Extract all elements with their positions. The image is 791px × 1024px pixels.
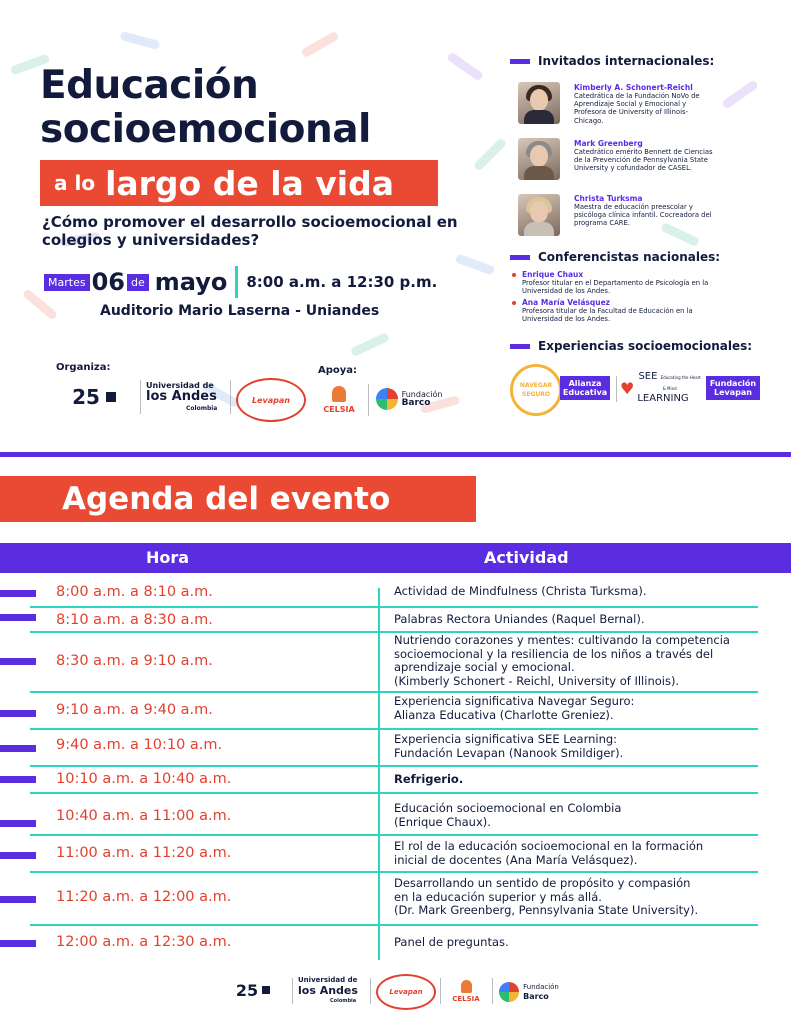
- agenda-time: 9:10 a.m. a 9:40 a.m.: [56, 702, 213, 718]
- agenda-activity: Experiencia significativa Navegar Seguro: Alianza Educativa (Charlotte Greniez).: [394, 694, 635, 722]
- row-marker: [0, 745, 36, 752]
- row-marker: [0, 852, 36, 859]
- agenda-activity: Nutriendo corazones y mentes: cultivando la competencia socioemocional y la resiliencia de los niños a través del aprendizaje social y emocional. (Kimberly Schonert - Reichl, University of Illinois).: [394, 633, 730, 688]
- experiences-heading: Experiencias socioemocionales:: [510, 339, 752, 353]
- column-header-actividad: Actividad: [484, 548, 569, 567]
- photo-kimberly: [518, 82, 560, 124]
- agenda-time: 8:10 a.m. a 8:30 a.m.: [56, 612, 213, 628]
- weekday-badge: Martes: [44, 274, 90, 291]
- guest-description: Catedrático emérito Bennett de Ciencias de la Prevención de Pennsylvania State University y cofundador de CASEL.: [574, 148, 713, 173]
- row-divider: [30, 792, 758, 794]
- agenda-time: 8:00 a.m. a 8:10 a.m.: [56, 584, 213, 600]
- footer-logo-uniandes: Universidad de los Andes Colombia: [298, 976, 358, 1004]
- agenda-time: 8:30 a.m. a 9:10 a.m.: [56, 653, 213, 669]
- international-heading: Invitados internacionales:: [510, 54, 714, 68]
- agenda-activity: Panel de preguntas.: [394, 935, 509, 949]
- speaker-name: Ana María Velásquez: [522, 298, 611, 307]
- agenda-activity: Refrigerio.: [394, 772, 464, 786]
- logo-levapan: Levapan: [236, 378, 306, 422]
- organiza-label: Organiza:: [56, 362, 111, 373]
- footer-logo-25-years: 25: [218, 972, 288, 1008]
- de-badge: de: [127, 274, 149, 291]
- row-divider: [30, 871, 758, 873]
- national-heading: Conferencistas nacionales:: [510, 250, 720, 264]
- agenda-time: 10:10 a.m. a 10:40 a.m.: [56, 771, 232, 787]
- agenda-time: 11:20 a.m. a 12:00 a.m.: [56, 889, 232, 905]
- guest-name: Kimberly A. Schonert-Reichl: [574, 83, 693, 92]
- agenda-time: 9:40 a.m. a 10:10 a.m.: [56, 737, 223, 753]
- logo-fundacion-levapan: Fundación Levapan: [706, 376, 760, 400]
- subtitle-small: a lo: [54, 171, 96, 195]
- agenda-title: Agenda del evento: [62, 481, 391, 517]
- event-date: [44, 265, 437, 299]
- section-divider: [0, 452, 791, 457]
- agenda-activity: Experiencia significativa SEE Learning: Fundación Levapan (Nanook Smildiger).: [394, 732, 624, 760]
- agenda-time: 11:00 a.m. a 11:20 a.m.: [56, 845, 232, 861]
- speaker-name: Enrique Chaux: [522, 270, 584, 279]
- logo-25-years: 25: [54, 378, 134, 416]
- agenda-activity: Palabras Rectora Uniandes (Raquel Bernal).: [394, 612, 645, 626]
- agenda-activity: Educación socioemocional en Colombia (Enrique Chaux).: [394, 801, 622, 829]
- logo-celsia: CELSIA: [314, 380, 364, 420]
- row-divider: [30, 765, 758, 767]
- guest-description: Maestra de educación preescolar y psicóloga clínica infantil. Cocreadora del programa CARE.: [574, 203, 712, 228]
- event-title: [40, 64, 371, 152]
- row-marker: [0, 896, 36, 903]
- logo-navegar-seguro: NAVEGAR SEGURO: [510, 364, 562, 416]
- agenda-activity: El rol de la educación socioemocional en la formación inicial de docentes (Ana María Velásquez).: [394, 839, 704, 867]
- row-divider: [30, 728, 758, 730]
- row-divider: [30, 834, 758, 836]
- guest-description: Catedrática de la Fundación NoVo de Aprendizaje Social y Emocional y Profesora de University of Illinois-Chicago.: [574, 92, 700, 125]
- title-line-1: Educación: [40, 63, 259, 108]
- logo-alianza-educativa: Alianza Educativa: [560, 376, 610, 400]
- title-line-2: socioemocional: [40, 107, 371, 152]
- photo-christa-turksma: [518, 194, 560, 236]
- footer-logo-fundacion-barco: Fundación Barco: [496, 976, 562, 1008]
- logo-uniandes: Universidad de los Andes Colombia: [146, 381, 218, 412]
- row-marker: [0, 776, 36, 783]
- guest-name: Mark Greenberg: [574, 139, 643, 148]
- footer-logo-levapan: Levapan: [376, 974, 436, 1010]
- event-venue: Auditorio Mario Laserna - Uniandes: [100, 303, 380, 319]
- guest-name: Christa Turksma: [574, 194, 643, 203]
- row-marker: [0, 820, 36, 827]
- photo-mark-greenberg: [518, 138, 560, 180]
- subtitle-banner: [40, 160, 438, 206]
- event-day: 06: [91, 268, 125, 296]
- row-marker: [0, 710, 36, 717]
- logo-fundacion-barco: Fundación Barco: [374, 380, 444, 418]
- event-question: ¿Cómo promover el desarrollo socioemocional en colegios y universidades?: [42, 213, 458, 249]
- date-divider: [235, 266, 238, 298]
- speaker-description: Profesora titular de la Facultad de Educación en la Universidad de los Andes.: [522, 307, 693, 323]
- column-divider: [378, 588, 380, 960]
- row-marker: [0, 614, 36, 621]
- row-marker: [0, 590, 36, 597]
- row-divider: [30, 606, 758, 608]
- event-month: mayo: [154, 268, 228, 296]
- agenda-time: 10:40 a.m. a 11:00 a.m.: [56, 808, 232, 824]
- agenda-activity: Actividad de Mindfulness (Christa Turksma).: [394, 584, 647, 598]
- agenda-table-header: [0, 543, 791, 573]
- apoya-label: Apoya:: [318, 365, 358, 376]
- agenda-time: 12:00 a.m. a 12:30 a.m.: [56, 934, 232, 950]
- subtitle-big: largo de la vida: [105, 163, 394, 203]
- row-divider: [30, 924, 758, 926]
- column-header-hora: Hora: [146, 548, 190, 567]
- agenda-activity: Desarrollando un sentido de propósito y compasión en la educación superior y más allá. (Dr. Mark Greenberg, Pennsylvania State University).: [394, 876, 699, 917]
- row-divider: [30, 691, 758, 693]
- event-time: 8:00 a.m. a 12:30 p.m.: [246, 273, 438, 291]
- speaker-description: Profesor titular en el Departamento de Psicología en la Universidad de los Andes.: [522, 279, 709, 295]
- logo-see-learning: ♥ SEE Educating the Heart & Mind LEARNING: [620, 371, 701, 404]
- footer-logo-celsia: CELSIA: [444, 974, 488, 1010]
- row-marker: [0, 658, 36, 665]
- row-marker: [0, 940, 36, 947]
